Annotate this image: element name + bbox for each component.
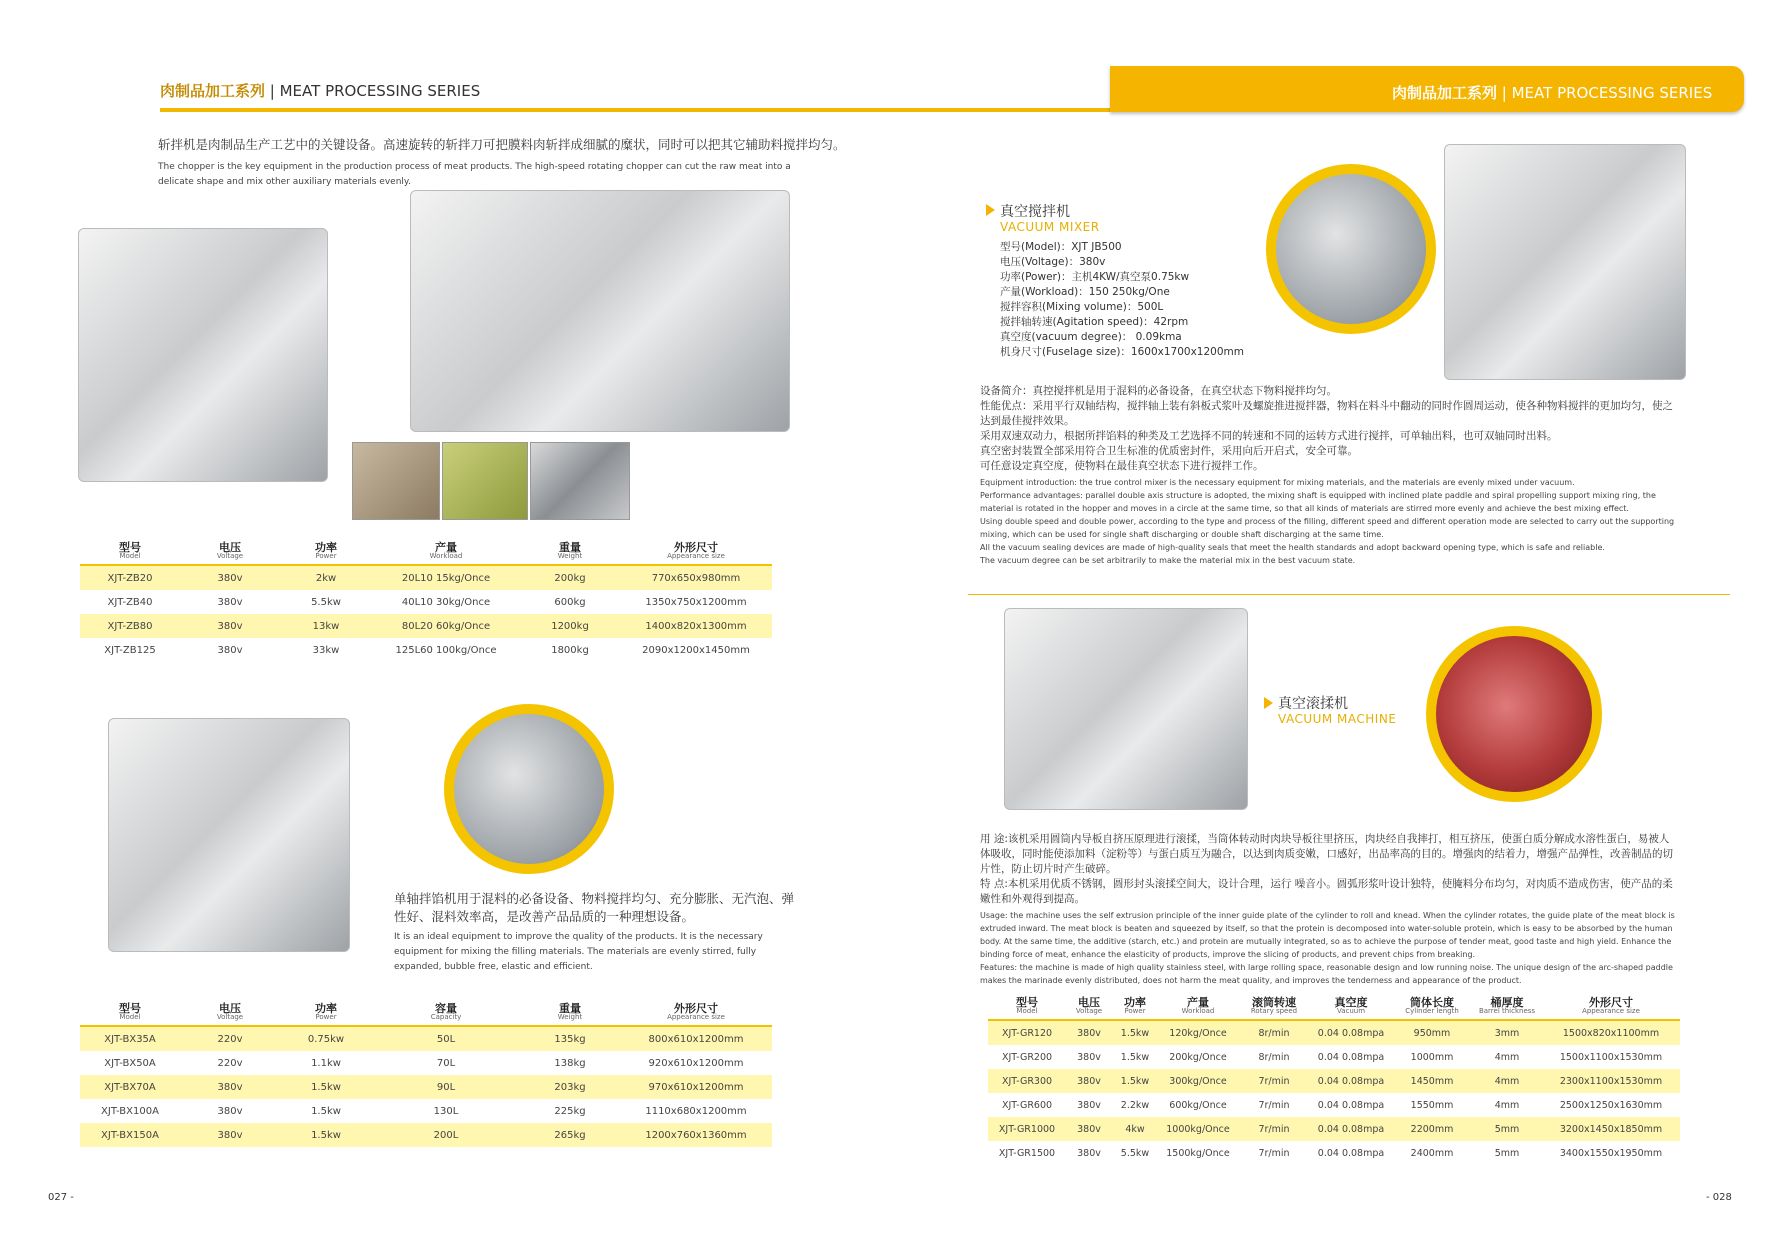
- desc-en-line: The vacuum degree can be set arbitrarily to make the material mix in the best vacuum state.: [980, 556, 1356, 565]
- arrow-icon: [986, 204, 995, 216]
- desc-en-line: material is rotated in the hopper and moves in a circle at the same time, so that all kinds of materials are stirred more evenly and achieve the best mixing effect.: [980, 504, 1629, 513]
- table-row: XJT-BX70A 380v 1.5kw 90L 203kg 970x610x1200mm: [80, 1075, 772, 1099]
- th-weight: 重量 Weight: [520, 543, 620, 565]
- chopper-spec-table: [80, 543, 772, 662]
- desc-en-line: mixing, which can be used for single shaft discharging or double shaft discharging at the same time.: [980, 530, 1384, 539]
- desc-cn-line: 采用双速双动力，根据所拌馅料的种类及工艺选择不同的转速和不同的运转方式进行搅拌，可单轴出料，也可双轴同时出料。: [980, 430, 1558, 442]
- th-size: 外形尺寸 Appearance size: [620, 1004, 772, 1026]
- table-row: XJT-BX150A 380v 1.5kw 200L 265kg 1200x760x1360mm: [80, 1123, 772, 1147]
- th-weight: 重量 Weight: [520, 1004, 620, 1026]
- header-divider: [160, 108, 1110, 112]
- th-voltage: 电压 Voltage: [180, 543, 280, 565]
- desc-en-line: binding force of meat, enhance the elasticity of products, improve the slicing of products, and prevent chips from breaking.: [980, 950, 1476, 959]
- th-power: 功率 Power: [280, 543, 372, 565]
- desc-en-line: extruded inward. The meat block is beaten and squeezed by itself, so that the protein is decomposed into water-soluble protein, which is easy to be absorbed by the human: [980, 924, 1673, 933]
- page-number-left: 027 -: [48, 1192, 74, 1203]
- mixer-desc-cn-1: 单轴拌馅机用于混料的必备设备、物料搅拌均匀、充分膨胀、无汽泡、弹: [394, 891, 795, 906]
- table-row: XJT-ZB20 380v 2kw 20L10 15kg/Once 200kg 770x650x980mm: [80, 565, 772, 590]
- vacuum-tumbler-desc: [980, 832, 1720, 987]
- th-vacuum: 真空度 Vacuum: [1310, 998, 1392, 1020]
- desc-cn-line: 可任意设定真空度，使物料在最佳真空状态下进行搅拌工作。: [980, 460, 1264, 472]
- table-row: XJT-BX35A 220v 0.75kw 50L 135kg 800x610x1200mm: [80, 1026, 772, 1051]
- chopper-desc-cn: 斩拌机是肉制品生产工艺中的关键设备。高速旋转的斩拌刀可把膜料肉斩拌成细腻的糜状，同时可以把其它辅助料搅拌均匀。: [158, 137, 846, 152]
- mixer-desc-en-3: expanded, bubble free, elastic and efficient.: [394, 962, 593, 972]
- vacuum-mixer-desc: [980, 384, 1720, 567]
- th-model: 型号 Model: [80, 1004, 180, 1026]
- vacuum-mixer-subtitle: VACUUM MIXER: [1000, 220, 1100, 234]
- header-left-en: | MEAT PROCESSING SERIES: [269, 82, 481, 100]
- tumbler-spec-table: [988, 998, 1680, 1165]
- desc-cn-line: 达到最佳搅拌效果。: [980, 415, 1075, 427]
- spec-line: 机身尺寸(Fuselage size)：1600x1700x1200mm: [1000, 346, 1244, 358]
- desc-en-line: All the vacuum sealing devices are made of high-quality seals that meet the health standards and adopt backward opening type, which is safe and reliable.: [980, 543, 1605, 552]
- desc-en-line: Equipment introduction: the true control mixer is the necessary equipment for mixing materials, and the materials are evenly mixed under vacuum.: [980, 478, 1575, 487]
- desc-en-line: makes the marinade evenly distributed, does not harm the meat quality, and improves the tenderness and appearance of the product.: [980, 976, 1522, 985]
- desc-cn-line: 特 点:本机采用优质不锈钢，圆形封头滚揉空间大，设计合理，运行 噪音小。圆弧形浆叶设计独特，使腌料分布均匀，对肉质不造成伤害，使产品的柔: [980, 878, 1673, 890]
- desc-en-line: Features: the machine is made of high quality stainless steel, with large rolling space, reasonable design and low running noise. The unique design of the arc-shaped paddle: [980, 963, 1673, 972]
- th-model: 型号 Model: [80, 543, 180, 565]
- desc-cn-line: 真空密封装置全部采用符合卫生标准的优质密封件，采用向后开启式，安全可靠。: [980, 445, 1358, 457]
- desc-en-line: body. At the same time, the additive (starch, etc.) and protein are mutually integrated, so as to achieve the purpose of tender meat, good taste and high yield. Enhance the: [980, 937, 1672, 946]
- desc-en-line: Performance advantages: parallel double axis structure is adopted, the mixing shaft is equipped with inclined plate paddle and spiral propelling support mixing ring, the: [980, 491, 1656, 500]
- mixer-spec-table: [80, 1004, 772, 1147]
- chopper-bowl-thumb: [530, 442, 630, 520]
- desc-cn-line: 设备简介：真控搅拌机是用于混料的必备设备，在真空状态下物料搅拌均匀。: [980, 385, 1337, 397]
- spec-line: 真空度(vacuum degree)： 0.09kma: [1000, 331, 1182, 343]
- arrow-icon: [1264, 697, 1273, 709]
- th-workload: 产量 Workload: [372, 543, 520, 565]
- vacuum-mixer-photo: [1444, 144, 1686, 380]
- spec-line: 型号(Model)：XJT JB500: [1000, 241, 1122, 253]
- th-power: 功率 Power: [280, 1004, 372, 1026]
- table-row: XJT-GR600 380v 2.2kw 600kg/Once 7r/min 0.04 0.08mpa 1550mm 4mm 2500x1250x1630mm: [1001, 1099, 1663, 1111]
- th-voltage: 电压 Voltage: [1066, 998, 1112, 1020]
- spec-line: 功率(Power)：主机4KW/真空泵0.75kw: [1000, 271, 1190, 283]
- table-row: XJT-ZB80 380v 13kw 80L20 60kg/Once 1200kg 1400x820x1300mm: [80, 614, 772, 638]
- th-model: 型号 Model: [988, 998, 1066, 1020]
- table-row: XJT-GR200 380v 1.5kw 200kg/Once 8r/min 0.04 0.08mpa 1000mm 4mm 1500x1100x1530mm: [1001, 1051, 1663, 1063]
- table-row: XJT-GR1500 380v 5.5kw 1500kg/Once 7r/min 0.04 0.08mpa 2400mm 5mm 3400x1550x1950mm: [998, 1147, 1663, 1159]
- chopper-desc-en-2: delicate shape and mix other auxiliary materials evenly.: [158, 177, 411, 187]
- section-divider: [968, 594, 1730, 595]
- vacuum-tumbler-title: 真空滚揉机: [1278, 696, 1348, 712]
- mixer-desc-cn-2: 性好、混料效率高，是改善产品品质的一种理想设备。: [394, 909, 695, 924]
- th-power: 功率 Power: [1112, 998, 1158, 1020]
- desc-cn-line: 体吸收，同时能使添加料（淀粉等）与蛋白质互为融合，以达到肉质变嫩，口感好，出品率高的目的。增强肉的结着力，增强产品弹性，改善制品的切: [980, 848, 1673, 860]
- th-cylinder-length: 筒体长度 Cylinder length: [1392, 998, 1472, 1020]
- th-workload: 产量 Workload: [1158, 998, 1238, 1020]
- desc-cn-line: 性能优点：采用平行双轴结构，搅拌轴上装有斜板式浆叶及螺旋推进搅拌器，物料在料斗中翻动的同时作圆周运动，使各种物料搅拌的更加均匀，使之: [980, 400, 1673, 412]
- vacuum-mixer-detail-circle: [1266, 164, 1436, 334]
- mixed-filling-thumb: [442, 442, 528, 520]
- meat-detail-circle: [1426, 626, 1602, 802]
- vacuum-mixer-title: 真空搅拌机: [1000, 204, 1070, 220]
- table-row: XJT-ZB40 380v 5.5kw 40L10 30kg/Once 600kg 1350x750x1200mm: [107, 596, 747, 608]
- table-row: XJT-ZB125 380v 33kw 125L60 100kg/Once 1800kg 2090x1200x1450mm: [104, 644, 750, 656]
- chopper-large-photo: [410, 190, 790, 432]
- vacuum-mixer-specs: [1000, 240, 1244, 360]
- header-right-cn: 肉制品加工系列: [1392, 84, 1498, 102]
- mixer-detail-circle: [444, 704, 614, 874]
- vacuum-tumbler-subtitle: VACUUM MACHINE: [1278, 712, 1397, 726]
- mixer-desc-en-1: It is an ideal equipment to improve the quality of the products. It is the necessary: [394, 932, 763, 942]
- chopper-small-photo: [78, 228, 328, 482]
- page-number-right: - 028: [1706, 1192, 1732, 1203]
- th-voltage: 电压 Voltage: [180, 1004, 280, 1026]
- desc-cn-line: 片性，防止切片时产生破碎。: [980, 863, 1117, 875]
- chopper-desc-en-1: The chopper is the key equipment in the production process of meat products. The high-speed rotating chopper can cut the raw meat into a: [158, 162, 791, 172]
- th-capacity: 容量 Capacity: [372, 1004, 520, 1026]
- header-left-cn: 肉制品加工系列: [160, 82, 266, 100]
- filling-mixer-photo: [108, 718, 350, 952]
- th-rotary-speed: 滚筒转速 Rotary speed: [1238, 998, 1310, 1020]
- desc-en-line: Usage: the machine uses the self extrusion principle of the inner guide plate of the cylinder to roll and knead. When the cylinder rotates, the guide plate of the meat block is: [980, 911, 1675, 920]
- table-row: XJT-BX100A 380v 1.5kw 130L 225kg 1110x680x1200mm: [101, 1105, 747, 1117]
- vacuum-tumbler-photo: [1004, 608, 1248, 810]
- spec-line: 电压(Voltage)：380v: [1000, 256, 1106, 268]
- desc-cn-line: 用 途:该机采用圆筒内导板自挤压原理进行滚揉，当筒体转动时肉块导板往里挤压，肉块经自我摔打，相互挤压，使蛋白质分解成水溶性蛋白，易被人: [980, 833, 1670, 845]
- table-row: XJT-GR1000 380v 4kw 1000kg/Once 7r/min 0.04 0.08mpa 2200mm 5mm 3200x1450x1850mm: [988, 1117, 1680, 1141]
- desc-cn-line: 嫩性和外观得到提高。: [980, 893, 1085, 905]
- mixer-desc-en-2: equipment for mixing the filling materials. The materials are evenly stirred, fully: [394, 947, 757, 957]
- th-size: 外形尺寸 Appearance size: [620, 543, 772, 565]
- spec-line: 搅拌轴转速(Agitation speed)：42rpm: [1000, 316, 1189, 328]
- spec-line: 产量(Workload)：150 250kg/One: [1000, 286, 1170, 298]
- table-row: XJT-GR300 380v 1.5kw 300kg/Once 7r/min 0.04 0.08mpa 1450mm 4mm 2300x1100x1530mm: [988, 1069, 1680, 1093]
- th-barrel-thickness: 桶厚度 Barrel thickness: [1472, 998, 1542, 1020]
- header-right-en: | MEAT PROCESSING SERIES: [1501, 84, 1713, 102]
- table-row: XJT-GR120 380v 1.5kw 120kg/Once 8r/min 0.04 0.08mpa 950mm 3mm 1500x820x1100mm: [988, 1020, 1680, 1045]
- chopped-meat-thumb: [352, 442, 440, 520]
- spec-line: 搅拌容积(Mixing volume)：500L: [1000, 301, 1164, 313]
- th-size: 外形尺寸 Appearance size: [1542, 998, 1680, 1020]
- header-right: [1392, 82, 1712, 103]
- desc-en-line: Using double speed and double power, according to the type and process of the filling, different speed and different operation mode are selected to carry out the supporting: [980, 517, 1675, 526]
- table-row: XJT-BX50A 220v 1.1kw 70L 138kg 920x610x1200mm: [104, 1057, 744, 1069]
- header-left: [160, 80, 480, 101]
